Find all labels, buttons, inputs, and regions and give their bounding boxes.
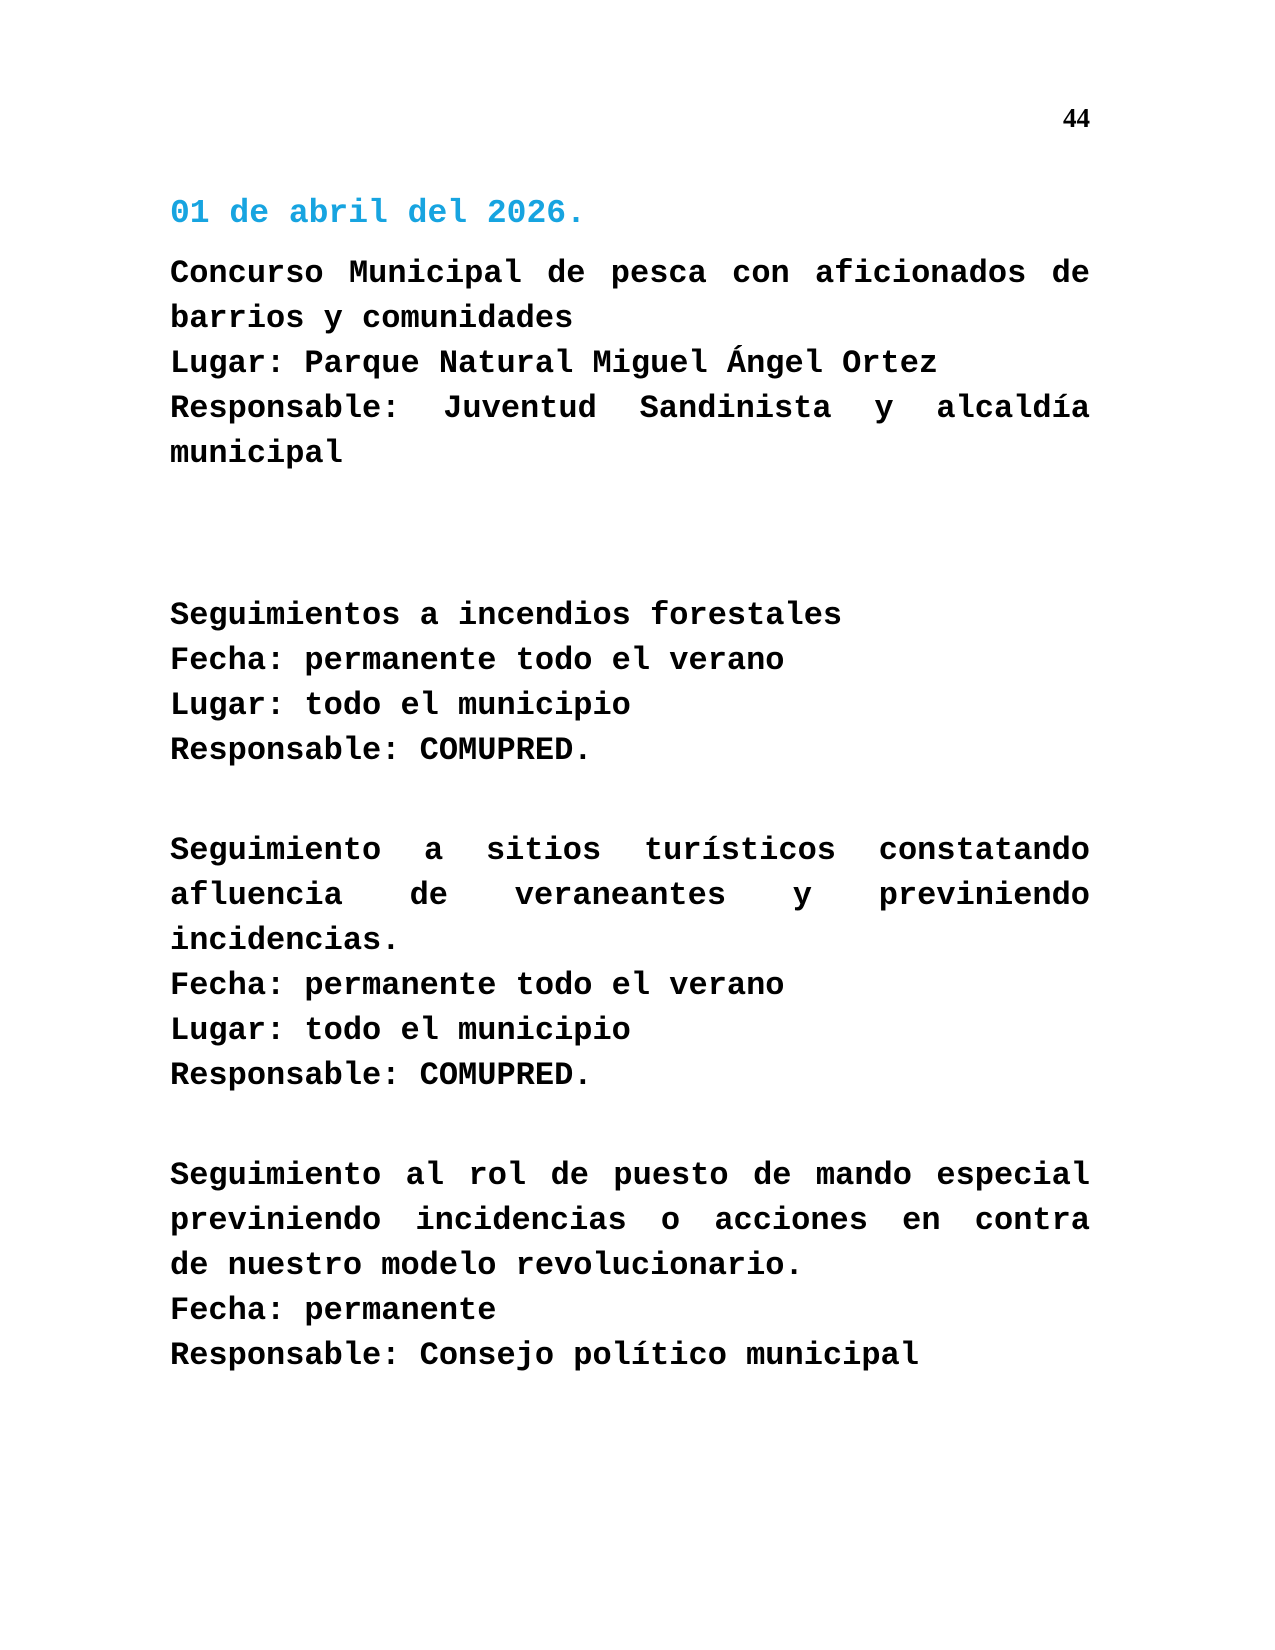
text-line: Concurso Municipal de pesca con aficionados de [170, 255, 1090, 292]
text-line: Lugar: Parque Natural Miguel Ángel Ortez [170, 345, 939, 382]
paragraph-block [170, 1153, 1090, 1378]
text-line: Lugar: todo el municipio [170, 687, 631, 724]
text-line: previniendo incidencias o acciones en contra [170, 1202, 1090, 1239]
text-line: Fecha: permanente todo el verano [170, 967, 785, 1004]
text-line: barrios y comunidades [170, 300, 574, 337]
text-line: Seguimiento al rol de puesto de mando especial [170, 1157, 1090, 1194]
text-line: incidencias. [170, 922, 401, 959]
content-blocks [170, 251, 1090, 1378]
text-line: Responsable: COMUPRED. [170, 732, 593, 769]
text-line: afluencia de veraneantes y previniendo [170, 877, 1090, 914]
paragraph-block [170, 828, 1090, 1098]
text-line: Fecha: permanente [170, 1292, 497, 1329]
text-line: municipal [170, 435, 343, 472]
text-line: de nuestro modelo revolucionario. [170, 1247, 804, 1284]
text-line: Seguimientos a incendios forestales [170, 597, 843, 634]
text-line: Responsable: COMUPRED. [170, 1057, 593, 1094]
paragraph-block [170, 251, 1090, 476]
page-number: 44 [1063, 103, 1090, 133]
date-heading: 01 de abril del 2026. [170, 195, 586, 232]
text-line: Lugar: todo el municipio [170, 1012, 631, 1049]
text-line: Seguimiento a sitios turísticos constatando [170, 832, 1090, 869]
text-line: Responsable: Consejo político municipal [170, 1337, 919, 1374]
text-line: Responsable: Juventud Sandinista y alcaldía [170, 390, 1090, 427]
paragraph-block [170, 593, 1090, 773]
text-line: Fecha: permanente todo el verano [170, 642, 785, 679]
